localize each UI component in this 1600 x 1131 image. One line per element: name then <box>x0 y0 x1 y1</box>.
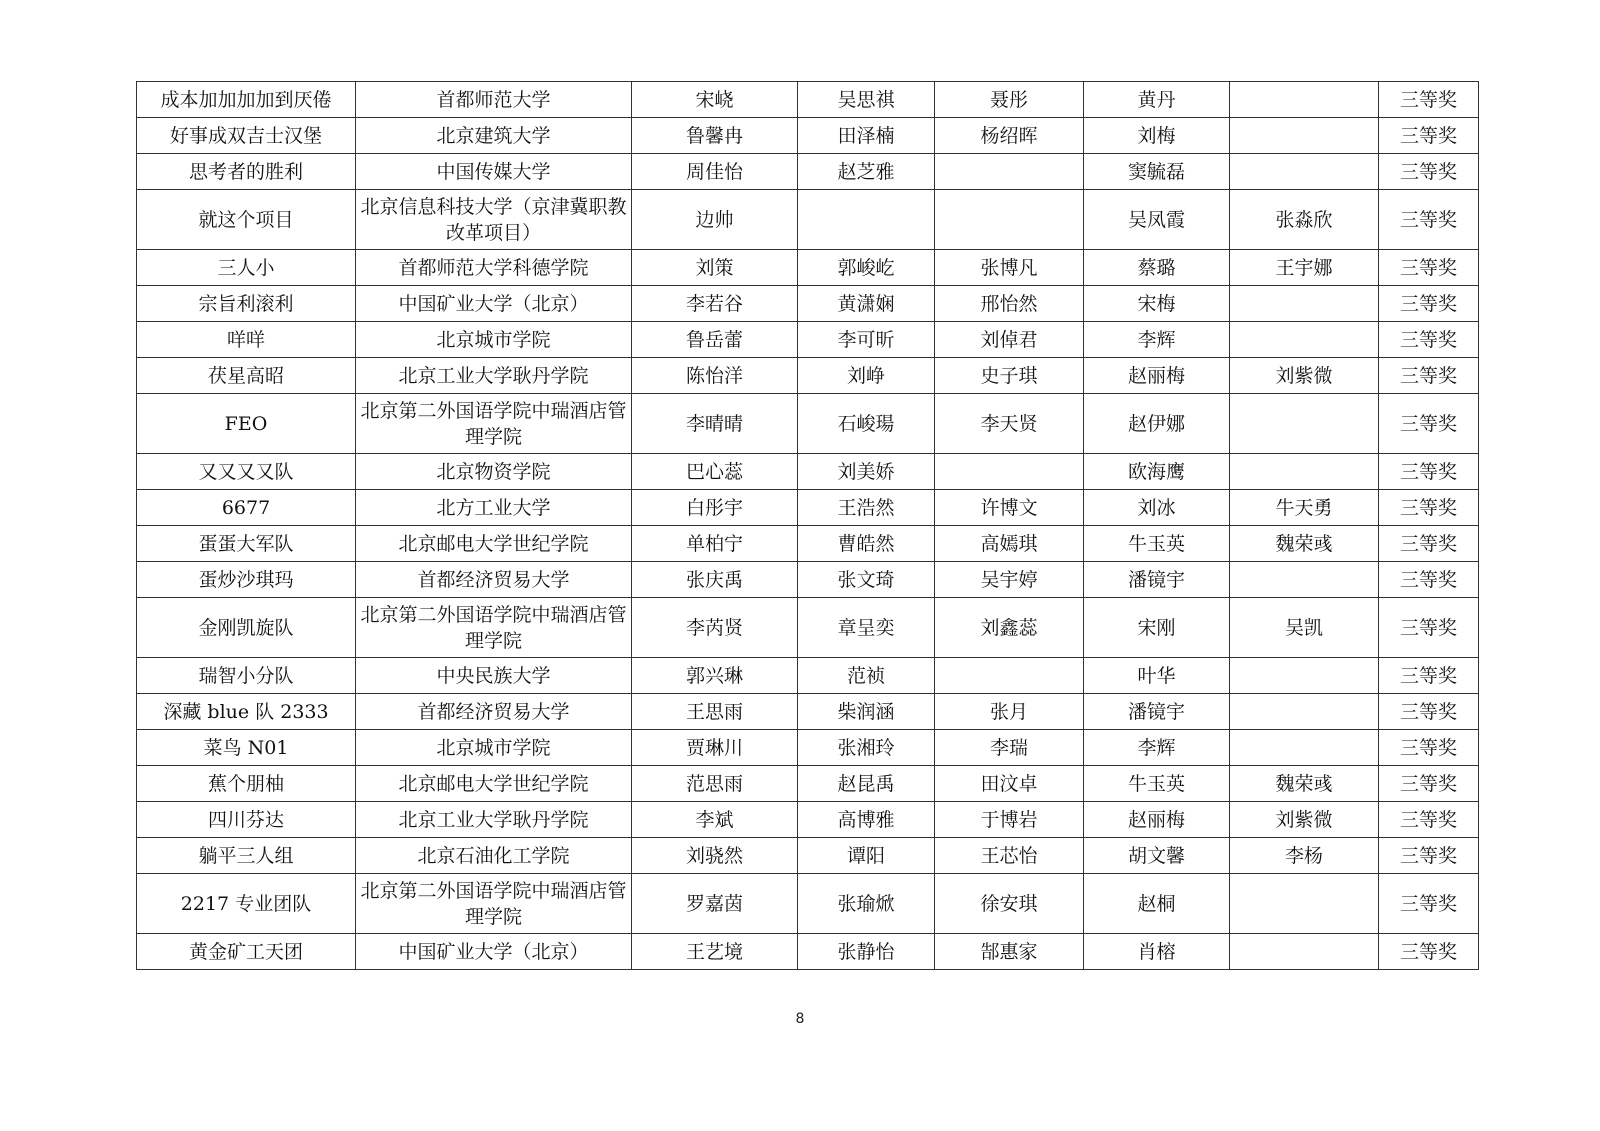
member-2-cell: 田泽楠 <box>798 118 935 154</box>
school-cell: 北京工业大学耿丹学院 <box>356 358 632 394</box>
school-cell: 首都经济贸易大学 <box>356 694 632 730</box>
award-cell: 三等奖 <box>1379 838 1479 874</box>
award-cell: 三等奖 <box>1379 490 1479 526</box>
table-row <box>137 838 1479 874</box>
page-number: 8 <box>795 1011 805 1027</box>
advisor-2-cell <box>1230 454 1379 490</box>
member-2-cell: 柴润涵 <box>798 694 935 730</box>
member-3-cell: 吴宇婷 <box>935 562 1084 598</box>
member-3-cell: 许博文 <box>935 490 1084 526</box>
advisor-2-cell: 刘紫微 <box>1230 358 1379 394</box>
advisor-2-cell <box>1230 730 1379 766</box>
advisor-1-cell: 赵伊娜 <box>1084 394 1230 454</box>
team-name-cell: 2217 专业团队 <box>137 874 356 934</box>
member-3-cell: 邢怡然 <box>935 286 1084 322</box>
school-cell: 北京城市学院 <box>356 322 632 358</box>
advisor-1-cell: 刘梅 <box>1084 118 1230 154</box>
advisor-2-cell: 刘紫微 <box>1230 802 1379 838</box>
table-row <box>137 118 1479 154</box>
member-1-cell: 李芮贤 <box>632 598 798 658</box>
table-row <box>137 322 1479 358</box>
advisor-1-cell: 宋刚 <box>1084 598 1230 658</box>
advisor-1-cell: 蔡璐 <box>1084 250 1230 286</box>
member-1-cell: 李晴晴 <box>632 394 798 454</box>
advisor-2-cell: 魏荣彧 <box>1230 526 1379 562</box>
advisor-1-cell: 肖榕 <box>1084 934 1230 970</box>
table-row <box>137 562 1479 598</box>
table-row <box>137 394 1479 454</box>
school-cell: 北京邮电大学世纪学院 <box>356 766 632 802</box>
advisor-2-cell <box>1230 154 1379 190</box>
table-row <box>137 250 1479 286</box>
advisor-1-cell: 潘镜宇 <box>1084 562 1230 598</box>
advisor-1-cell: 胡文馨 <box>1084 838 1230 874</box>
advisor-1-cell: 刘冰 <box>1084 490 1230 526</box>
member-1-cell: 边帅 <box>632 190 798 250</box>
advisor-1-cell: 吴凤霞 <box>1084 190 1230 250</box>
member-3-cell: 高嫣琪 <box>935 526 1084 562</box>
school-cell: 北京工业大学耿丹学院 <box>356 802 632 838</box>
advisor-1-cell: 黄丹 <box>1084 82 1230 118</box>
team-name-cell: 思考者的胜利 <box>137 154 356 190</box>
member-1-cell: 鲁岳蕾 <box>632 322 798 358</box>
member-1-cell: 李若谷 <box>632 286 798 322</box>
team-name-cell: 茯星高昭 <box>137 358 356 394</box>
award-cell: 三等奖 <box>1379 562 1479 598</box>
school-cell: 北京第二外国语学院中瑞酒店管理学院 <box>356 598 632 658</box>
table-row <box>137 802 1479 838</box>
advisor-1-cell: 李辉 <box>1084 322 1230 358</box>
table-row <box>137 526 1479 562</box>
advisor-2-cell <box>1230 322 1379 358</box>
award-cell: 三等奖 <box>1379 190 1479 250</box>
advisor-2-cell: 魏荣彧 <box>1230 766 1379 802</box>
school-cell: 中国传媒大学 <box>356 154 632 190</box>
advisor-1-cell: 李辉 <box>1084 730 1230 766</box>
advisor-2-cell <box>1230 658 1379 694</box>
table-row <box>137 730 1479 766</box>
table-row <box>137 82 1479 118</box>
award-cell: 三等奖 <box>1379 358 1479 394</box>
award-cell: 三等奖 <box>1379 598 1479 658</box>
member-1-cell: 白彤宇 <box>632 490 798 526</box>
member-3-cell: 郜惠家 <box>935 934 1084 970</box>
member-3-cell: 于博岩 <box>935 802 1084 838</box>
award-cell: 三等奖 <box>1379 730 1479 766</box>
award-table <box>136 81 1479 970</box>
school-cell: 北京邮电大学世纪学院 <box>356 526 632 562</box>
table-row <box>137 598 1479 658</box>
advisor-1-cell: 宋梅 <box>1084 286 1230 322</box>
member-2-cell: 石峻瑒 <box>798 394 935 454</box>
table-row <box>137 694 1479 730</box>
member-3-cell <box>935 454 1084 490</box>
advisor-1-cell: 牛玉英 <box>1084 526 1230 562</box>
member-2-cell: 黄潇娴 <box>798 286 935 322</box>
member-2-cell: 刘美娇 <box>798 454 935 490</box>
advisor-2-cell: 牛天勇 <box>1230 490 1379 526</box>
award-cell: 三等奖 <box>1379 250 1479 286</box>
school-cell: 首都经济贸易大学 <box>356 562 632 598</box>
award-cell: 三等奖 <box>1379 286 1479 322</box>
member-1-cell: 刘骁然 <box>632 838 798 874</box>
member-3-cell: 刘鑫蕊 <box>935 598 1084 658</box>
team-name-cell: 6677 <box>137 490 356 526</box>
member-2-cell: 吴思祺 <box>798 82 935 118</box>
table-row <box>137 658 1479 694</box>
school-cell: 北京物资学院 <box>356 454 632 490</box>
school-cell: 北京石油化工学院 <box>356 838 632 874</box>
advisor-2-cell <box>1230 118 1379 154</box>
advisor-1-cell: 牛玉英 <box>1084 766 1230 802</box>
member-2-cell: 张文琦 <box>798 562 935 598</box>
member-1-cell: 鲁馨冉 <box>632 118 798 154</box>
table-row <box>137 766 1479 802</box>
member-2-cell: 高博雅 <box>798 802 935 838</box>
school-cell: 首都师范大学 <box>356 82 632 118</box>
school-cell: 中央民族大学 <box>356 658 632 694</box>
member-3-cell: 王芯怡 <box>935 838 1084 874</box>
award-cell: 三等奖 <box>1379 526 1479 562</box>
advisor-1-cell: 欧海鹰 <box>1084 454 1230 490</box>
member-2-cell: 张瑜焮 <box>798 874 935 934</box>
award-cell: 三等奖 <box>1379 82 1479 118</box>
advisor-2-cell <box>1230 286 1379 322</box>
award-cell: 三等奖 <box>1379 454 1479 490</box>
team-name-cell: 躺平三人组 <box>137 838 356 874</box>
team-name-cell: 深藏 blue 队 2333 <box>137 694 356 730</box>
member-1-cell: 王艺境 <box>632 934 798 970</box>
school-cell: 北京建筑大学 <box>356 118 632 154</box>
member-2-cell: 刘峥 <box>798 358 935 394</box>
school-cell: 北京信息科技大学（京津冀职教改革项目） <box>356 190 632 250</box>
member-1-cell: 巴心蕊 <box>632 454 798 490</box>
school-cell: 北京城市学院 <box>356 730 632 766</box>
member-2-cell: 谭阳 <box>798 838 935 874</box>
advisor-1-cell: 赵丽梅 <box>1084 358 1230 394</box>
award-cell: 三等奖 <box>1379 802 1479 838</box>
member-1-cell: 周佳怡 <box>632 154 798 190</box>
advisor-2-cell <box>1230 694 1379 730</box>
award-cell: 三等奖 <box>1379 694 1479 730</box>
member-3-cell: 刘倬君 <box>935 322 1084 358</box>
member-1-cell: 范思雨 <box>632 766 798 802</box>
school-cell: 中国矿业大学（北京） <box>356 934 632 970</box>
table-row <box>137 874 1479 934</box>
advisor-2-cell: 王宇娜 <box>1230 250 1379 286</box>
school-cell: 中国矿业大学（北京） <box>356 286 632 322</box>
member-3-cell <box>935 154 1084 190</box>
team-name-cell: 好事成双吉士汉堡 <box>137 118 356 154</box>
member-3-cell: 聂彤 <box>935 82 1084 118</box>
advisor-2-cell <box>1230 562 1379 598</box>
member-3-cell: 张博凡 <box>935 250 1084 286</box>
team-name-cell: 宗旨利滚利 <box>137 286 356 322</box>
member-3-cell: 田汶卓 <box>935 766 1084 802</box>
member-1-cell: 李斌 <box>632 802 798 838</box>
advisor-2-cell: 张淼欣 <box>1230 190 1379 250</box>
table-row <box>137 358 1479 394</box>
table-row <box>137 934 1479 970</box>
member-1-cell: 罗嘉茵 <box>632 874 798 934</box>
member-2-cell: 张静怡 <box>798 934 935 970</box>
member-2-cell: 李可昕 <box>798 322 935 358</box>
member-3-cell: 张月 <box>935 694 1084 730</box>
award-cell: 三等奖 <box>1379 394 1479 454</box>
advisor-1-cell: 赵丽梅 <box>1084 802 1230 838</box>
member-1-cell: 郭兴琳 <box>632 658 798 694</box>
member-2-cell: 赵芝雅 <box>798 154 935 190</box>
team-name-cell: 就这个项目 <box>137 190 356 250</box>
award-cell: 三等奖 <box>1379 322 1479 358</box>
award-cell: 三等奖 <box>1379 766 1479 802</box>
advisor-2-cell <box>1230 82 1379 118</box>
team-name-cell: FEO <box>137 394 356 454</box>
member-2-cell: 范祯 <box>798 658 935 694</box>
advisor-1-cell: 赵桐 <box>1084 874 1230 934</box>
school-cell: 北京第二外国语学院中瑞酒店管理学院 <box>356 394 632 454</box>
member-1-cell: 单柏宁 <box>632 526 798 562</box>
team-name-cell: 三人小 <box>137 250 356 286</box>
table-row <box>137 154 1479 190</box>
table-row <box>137 490 1479 526</box>
member-3-cell: 李瑞 <box>935 730 1084 766</box>
award-cell: 三等奖 <box>1379 874 1479 934</box>
advisor-2-cell: 李杨 <box>1230 838 1379 874</box>
member-3-cell <box>935 190 1084 250</box>
member-1-cell: 陈怡洋 <box>632 358 798 394</box>
school-cell: 首都师范大学科德学院 <box>356 250 632 286</box>
member-1-cell: 王思雨 <box>632 694 798 730</box>
team-name-cell: 黄金矿工天团 <box>137 934 356 970</box>
member-2-cell: 曹皓然 <box>798 526 935 562</box>
member-2-cell: 张湘玲 <box>798 730 935 766</box>
member-1-cell: 张庆禹 <box>632 562 798 598</box>
team-name-cell: 蛋蛋大军队 <box>137 526 356 562</box>
award-cell: 三等奖 <box>1379 154 1479 190</box>
member-2-cell: 赵昆禹 <box>798 766 935 802</box>
member-1-cell: 宋峣 <box>632 82 798 118</box>
award-cell: 三等奖 <box>1379 118 1479 154</box>
member-3-cell: 徐安琪 <box>935 874 1084 934</box>
team-name-cell: 蕉个朋柚 <box>137 766 356 802</box>
team-name-cell: 金刚凯旋队 <box>137 598 356 658</box>
advisor-1-cell: 潘镜宇 <box>1084 694 1230 730</box>
advisor-2-cell: 吴凯 <box>1230 598 1379 658</box>
school-cell: 北方工业大学 <box>356 490 632 526</box>
advisor-2-cell <box>1230 874 1379 934</box>
member-2-cell: 章呈奕 <box>798 598 935 658</box>
member-1-cell: 刘策 <box>632 250 798 286</box>
table-body <box>137 82 1479 970</box>
table-row <box>137 286 1479 322</box>
team-name-cell: 咩咩 <box>137 322 356 358</box>
member-3-cell <box>935 658 1084 694</box>
school-cell: 北京第二外国语学院中瑞酒店管理学院 <box>356 874 632 934</box>
member-2-cell <box>798 190 935 250</box>
member-3-cell: 杨绍晖 <box>935 118 1084 154</box>
member-3-cell: 李天贤 <box>935 394 1084 454</box>
team-name-cell: 成本加加加加到厌倦 <box>137 82 356 118</box>
advisor-2-cell <box>1230 394 1379 454</box>
award-cell: 三等奖 <box>1379 934 1479 970</box>
advisor-1-cell: 叶华 <box>1084 658 1230 694</box>
team-name-cell: 又又又又队 <box>137 454 356 490</box>
member-2-cell: 王浩然 <box>798 490 935 526</box>
team-name-cell: 蛋炒沙琪玛 <box>137 562 356 598</box>
member-1-cell: 贾琳川 <box>632 730 798 766</box>
member-3-cell: 史子琪 <box>935 358 1084 394</box>
award-cell: 三等奖 <box>1379 658 1479 694</box>
advisor-1-cell: 窦毓磊 <box>1084 154 1230 190</box>
advisor-2-cell <box>1230 934 1379 970</box>
team-name-cell: 四川芬达 <box>137 802 356 838</box>
team-name-cell: 菜鸟 N01 <box>137 730 356 766</box>
member-2-cell: 郭峻屹 <box>798 250 935 286</box>
table-row <box>137 454 1479 490</box>
table-row <box>137 190 1479 250</box>
team-name-cell: 瑞智小分队 <box>137 658 356 694</box>
